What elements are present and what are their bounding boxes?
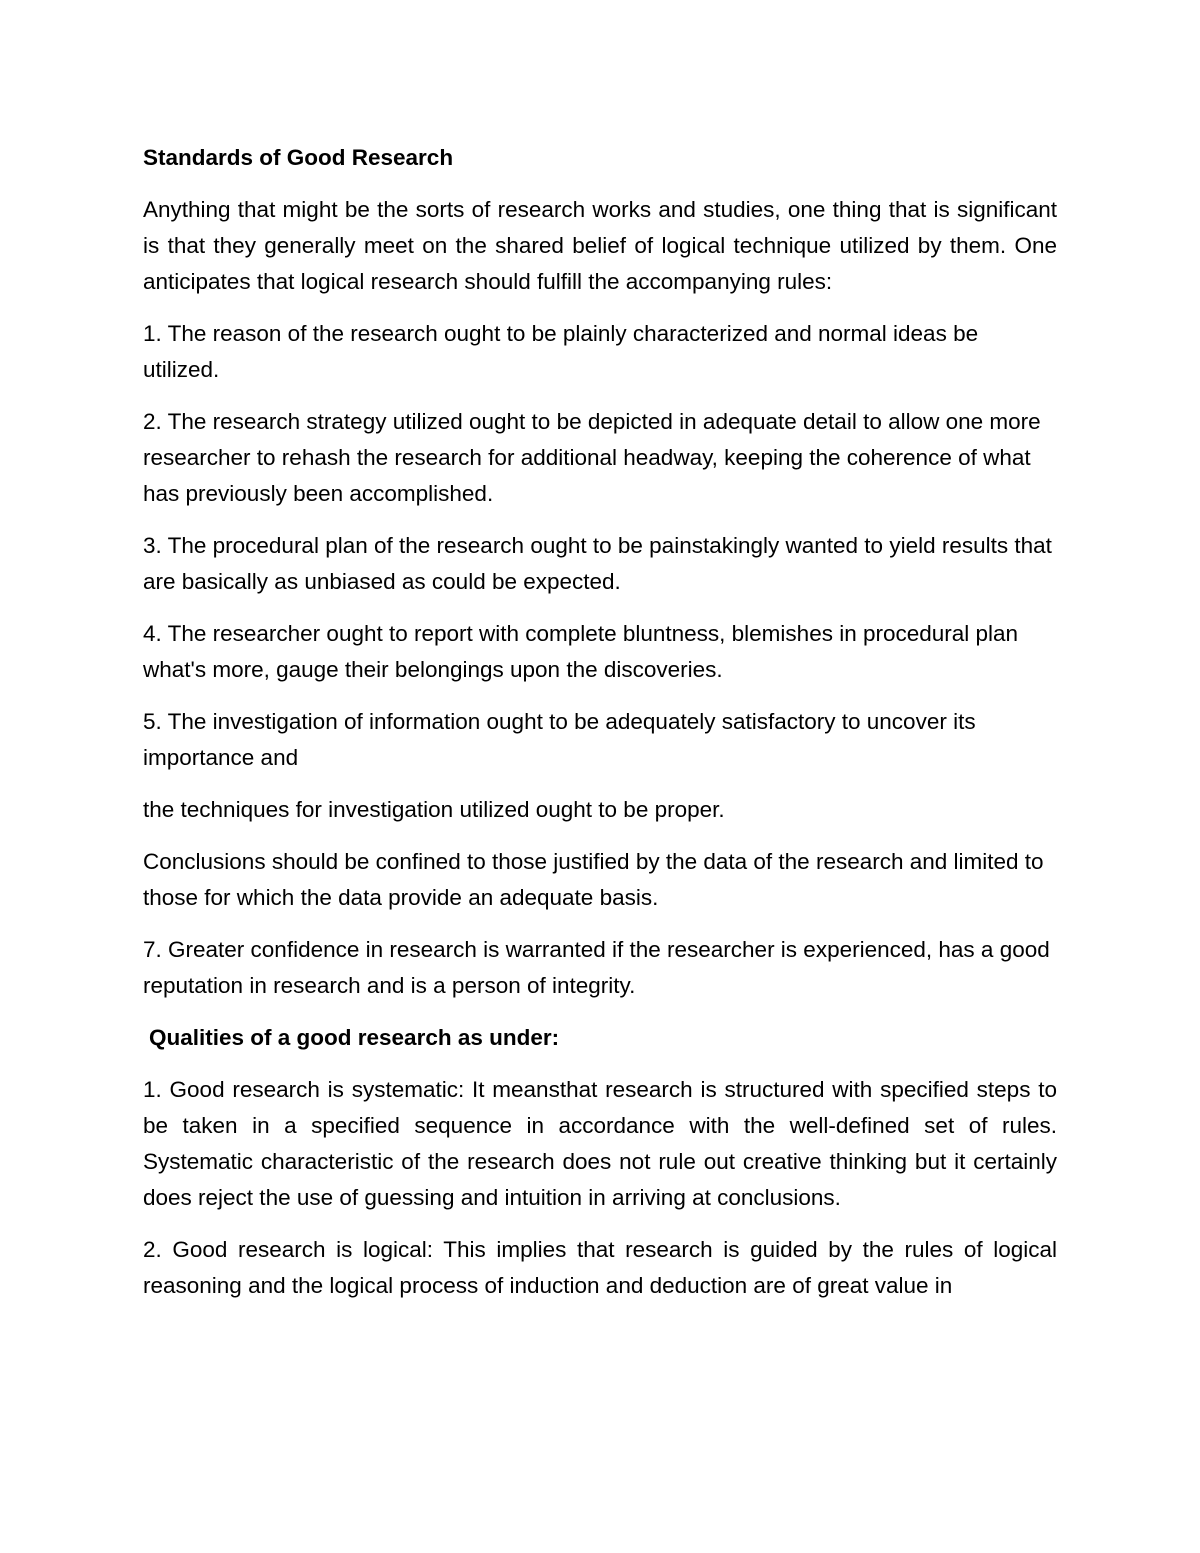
standard-item-4: 4. The researcher ought to report with complete bluntness, blemishes in procedural plan what's more, gauge their belongings upon the discoveries. bbox=[143, 621, 1019, 682]
standard-item-7: 7. Greater confidence in research is warranted if the researcher is experienced, has a good reputation in research and is a person of integrity. bbox=[143, 937, 1050, 998]
standard-item-3: 3. The procedural plan of the research ought to be painstakingly wanted to yield results that are basically as unbiased as could be expected. bbox=[143, 533, 1052, 594]
standard-item-2: 2. The research strategy utilized ought to be depicted in adequate detail to allow one more researcher to rehash the research for additional headway, keeping the coherence of what has previously been accomplished. bbox=[143, 409, 1041, 506]
standard-item-5-continued: the techniques for investigation utilized ought to be proper. bbox=[143, 797, 725, 822]
standard-item-1: 1. The reason of the research ought to be plainly characterized and normal ideas be utilized. bbox=[143, 321, 979, 382]
quality-item-1: 1. Good research is systematic: It meansthat research is structured with specified steps to be taken in a specified sequence in accordance with the well-defined set of rules. Systematic characteristic of the research does not rule out creative thinking but it certainly does reject the use of guessing and intuition in arriving at conclusions. bbox=[143, 1077, 1057, 1210]
document-title: Standards of Good Research bbox=[143, 145, 454, 170]
standard-item-6: Conclusions should be confined to those justified by the data of the research and limited to those for which the data provide an adequate basis. bbox=[143, 849, 1044, 910]
document-page bbox=[143, 140, 1057, 1320]
qualities-heading: Qualities of a good research as under: bbox=[149, 1025, 560, 1050]
intro-paragraph: Anything that might be the sorts of research works and studies, one thing that is significant is that they generally meet on the shared belief of logical technique utilized by them. One anticipates that logical research should fulfill the accompanying rules: bbox=[143, 197, 1057, 294]
standard-item-5: 5. The investigation of information ought to be adequately satisfactory to uncover its importance and bbox=[143, 709, 976, 770]
quality-item-2: 2. Good research is logical: This implies that research is guided by the rules of logical reasoning and the logical process of induction and deduction are of great value in bbox=[143, 1237, 1057, 1298]
